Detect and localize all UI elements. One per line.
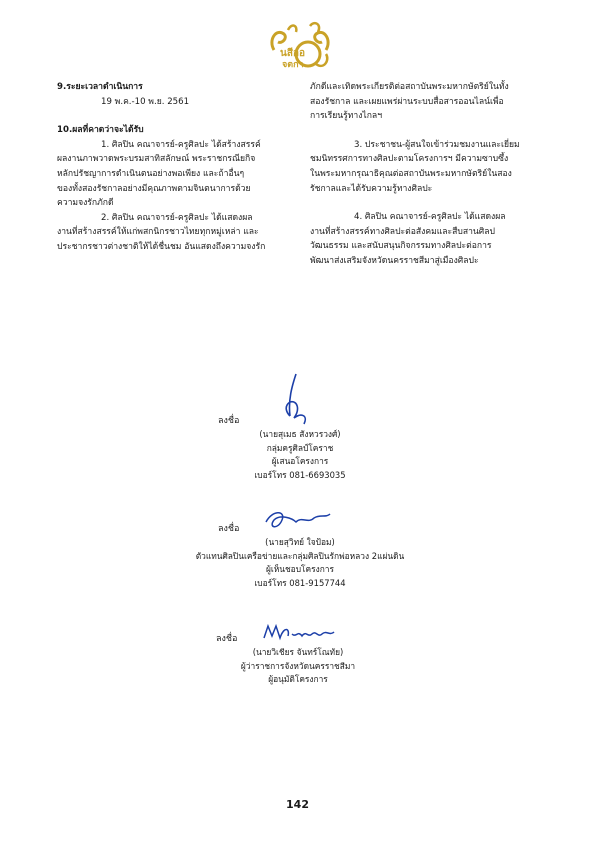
section-10-heading: 10.ผลที่คาดว่าจะได้รับ (57, 125, 144, 136)
outcome-1: 1. ศิลปิน คณาจารย์-ครูศิลปะ ได้สร้างสรรค์ ผลงานภาพวาดพระบรมสาทิสลักษณ์ พระราชกรณียกิจ หลักปรัชญาการดำเนินตนอย่างพอเพียง และถ้าอื่นๆ ของทั้งสองรัชกาลอย่างมีคุณภาพตามจินตนาการด้วย ความจงรักภักดี (57, 139, 261, 209)
signature-scribble (262, 508, 332, 534)
signature-scribble (274, 372, 318, 428)
right-column (310, 80, 536, 269)
sign-label: ลงชื่อ (216, 633, 238, 644)
outcome-4: 4. ศิลปิน คณาจารย์-ครูศิลปะ ได้แสดงผล งานที่สร้างสรรค์ทางศิลปะต่อสังคมและสืบสานศิลป วัฒนธรรม และสนับสนุนกิจกรรมทางศิลปะต่อการ พัฒนาส่งเสริมจังหวัดนครราชสีมาสู่เมืองศิลปะ (310, 212, 506, 266)
signature-block-approver: ลงชื่อ (นายวิเชียร จันทร์โณทัย) ผู้ว่าราชการจังหวัดนครราชสีมา ผู้อนุมัติโครงการ (148, 622, 448, 687)
section-9-heading: 9.ระยะเวลาดำเนินการ (57, 82, 143, 92)
signer-name: (นายวิเชียร จันทร์โณทัย) (252, 647, 344, 657)
signer-name: (นายสุเมธ สังหวรวงศ์) (259, 429, 341, 439)
sign-label: ลงชื่อ (218, 415, 240, 426)
signature-block-proposer: ลงชื่อ (นายสุเมธ สังหวรวงศ์) กลุ่มครูศิลป์โคราช ผู้เสนอโครงการ เบอร์โทร 081-6693035 (150, 372, 450, 482)
duration-date: 19 พ.ค.-10 พ.ย. 2561 (101, 96, 190, 107)
page-number: 142 (286, 798, 309, 811)
project-logo (266, 20, 334, 74)
outcome-3: 3. ประชาชน-ผู้สนใจเข้าร่วมชมงานและเยี่ยม ชมนิทรรศการทางศิลปะตามโครงการฯ มีความซาบซึ้ง ในพระมหากรุณาธิคุณต่อสถาบันพระมหากษัตริย์ในสอง รัชกาลและได้รับความรู้ทางศิลปะ (310, 139, 520, 194)
logo-text-line2: จตกา (282, 60, 304, 70)
signature-scribble (260, 622, 336, 644)
signer-name: (นายสุวิทย์ ใจป้อม) (265, 537, 335, 547)
signature-block-endorser: ลงชื่อ (นายสุวิทย์ ใจป้อม) ตัวแทนศิลปินเครือข่ายและกลุ่มศิลปินรักพ่อหลวง 2แผ่นดิน ผู้เห็นชอบโครงการ เบอร์โทร 081-9157744 (150, 508, 450, 590)
outcome-2: 2. ศิลปิน คณาจารย์-ครูศิลปะ ได้แสดงผล งานที่สร้างสรรค์ให้แก่พสกนิกรชาวไทยทุกหมู่เหล่า และ ประชากรชาวต่างชาติให้ได้ชื่นชม อันแสดงถึงความจงรัก (57, 212, 266, 252)
outcome-2-continued: ภักดีและเทิดพระเกียรติต่อสถาบันพระมหากษัตริย์ในทั้ง สองรัชกาล และเผยแพร่ผ่านระบบสื่อสารออนไลน์เพื่อ การเรียนรู้ทางไกลฯ (310, 82, 509, 122)
sign-label: ลงชื่อ (218, 523, 240, 534)
left-column (57, 80, 283, 255)
logo-text-line1: นสีออ (280, 48, 305, 59)
